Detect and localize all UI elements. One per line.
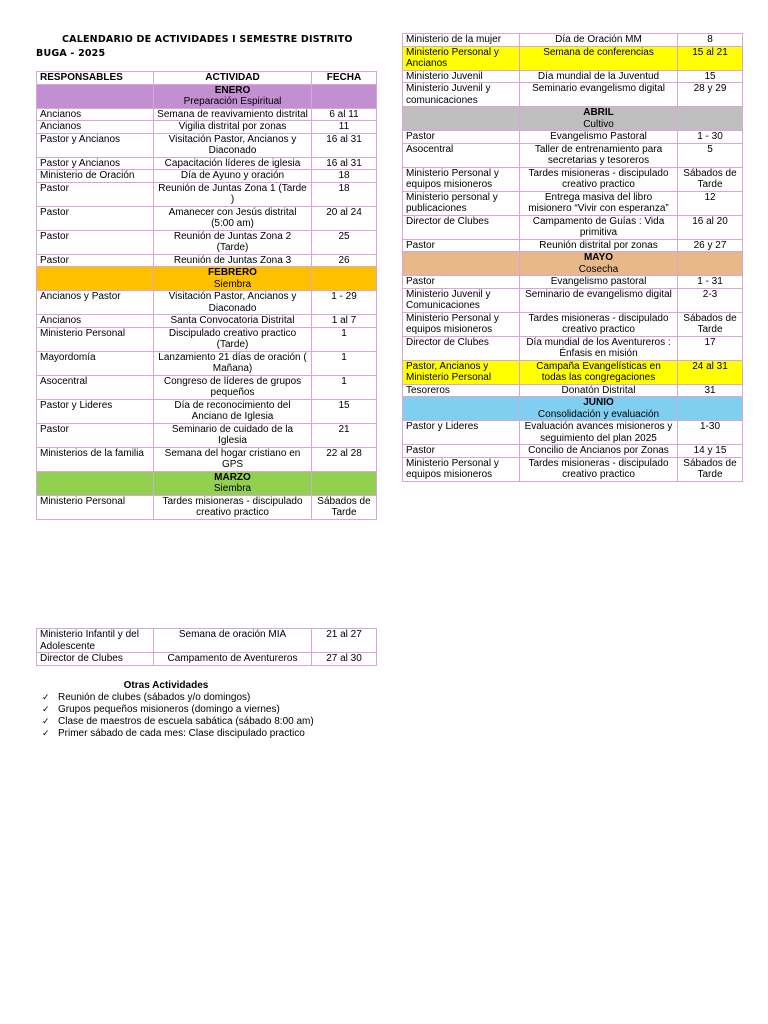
document-title bbox=[36, 33, 366, 61]
month-name: FEBRERO bbox=[208, 267, 257, 278]
fecha-cell: 16 al 20 bbox=[678, 215, 743, 239]
table-row bbox=[403, 312, 743, 336]
actividad-cell: Tardes misioneras - discipulado creativo practico bbox=[520, 167, 678, 191]
actividad-cell: Seminario de evangelismo digital bbox=[520, 288, 678, 312]
table-row bbox=[403, 445, 743, 458]
fecha-cell: 15 bbox=[678, 70, 743, 83]
table-row bbox=[403, 336, 743, 360]
month-row-marzo bbox=[37, 471, 377, 495]
fecha-cell: 21 bbox=[312, 423, 377, 447]
responsable-cell: Pastor bbox=[403, 131, 520, 144]
fecha-cell: Sábados de Tarde bbox=[678, 167, 743, 191]
table-row bbox=[37, 423, 377, 447]
table-row bbox=[37, 206, 377, 230]
responsable-cell: Asocentral bbox=[403, 143, 520, 167]
left-schedule-table-continued bbox=[36, 628, 377, 666]
month-label-cell bbox=[520, 397, 678, 421]
table-row bbox=[37, 351, 377, 375]
responsable-cell: Mayordomía bbox=[37, 351, 154, 375]
fecha-cell: 14 y 15 bbox=[678, 445, 743, 458]
actividad-cell: Seminario de cuidado de la Iglesia bbox=[154, 423, 312, 447]
month-name: ABRIL bbox=[583, 107, 614, 118]
actividad-cell: Día de Oración MM bbox=[520, 34, 678, 47]
responsable-cell: Ministerio Personal y equipos misioneros bbox=[403, 312, 520, 336]
list-item-text: Primer sábado de cada mes: Clase discipulado practico bbox=[58, 728, 305, 739]
fecha-cell: 21 al 27 bbox=[312, 629, 377, 653]
month-blank-cell bbox=[37, 267, 154, 291]
actividad-cell: Entrega masiva del libro misionero “Vivir con esperanza” bbox=[520, 191, 678, 215]
right-table-body bbox=[403, 34, 743, 482]
month-theme: Consolidación y evaluación bbox=[537, 408, 660, 420]
fecha-cell: 2-3 bbox=[678, 288, 743, 312]
list-item bbox=[42, 704, 396, 716]
month-theme: Siembra bbox=[213, 483, 252, 494]
actividad-cell: Campamento de Guías : Vida primitiva bbox=[520, 215, 678, 239]
header-actividad: ACTIVIDAD bbox=[154, 72, 312, 85]
month-theme: Siembra bbox=[213, 278, 252, 290]
month-theme: Cosecha bbox=[578, 263, 619, 275]
responsable-cell: Ministerio Personal y Ancianos bbox=[403, 46, 520, 70]
list-item-text: Reunión de clubes (sábados y/o domingos) bbox=[58, 692, 251, 703]
table-row bbox=[37, 653, 377, 666]
actividad-cell: Reunión de Juntas Zona 3 bbox=[154, 254, 312, 267]
fecha-cell: 28 y 29 bbox=[678, 83, 743, 107]
month-name: JUNIO bbox=[583, 397, 614, 408]
actividad-cell: Evangelismo Pastoral bbox=[520, 131, 678, 144]
actividad-cell: Congreso de líderes de grupos pequeños bbox=[154, 375, 312, 399]
table-row bbox=[37, 315, 377, 328]
checkmark-icon: ✓ bbox=[42, 705, 50, 715]
otras-title: Otras Actividades bbox=[123, 680, 209, 691]
responsable-cell: Ministerio Juvenil y comunicaciones bbox=[403, 83, 520, 107]
month-label-cell bbox=[520, 252, 678, 276]
title-line-1: CALENDARIO DE ACTIVIDADES I SEMESTRE DISTRITO bbox=[62, 34, 353, 45]
responsable-cell: Ministerios de la familia bbox=[37, 447, 154, 471]
header-fecha: FECHA bbox=[312, 72, 377, 85]
fecha-cell: 15 bbox=[312, 399, 377, 423]
responsable-cell: Ministerio Personal y equipos misioneros bbox=[403, 457, 520, 481]
month-blank-cell bbox=[678, 107, 743, 131]
responsable-cell: Pastor bbox=[37, 182, 154, 206]
month-name: ENERO bbox=[214, 84, 251, 96]
responsable-cell: Pastor bbox=[403, 276, 520, 289]
actividad-cell: Campamento de Aventureros bbox=[154, 653, 312, 666]
actividad-cell: Discipulado creativo practico (Tarde) bbox=[154, 327, 312, 351]
title-line-2: BUGA - 2025 bbox=[36, 48, 106, 59]
fecha-cell: 26 bbox=[312, 254, 377, 267]
actividad-cell: Evangelismo pastoral bbox=[520, 276, 678, 289]
table-row bbox=[37, 447, 377, 471]
month-blank-cell bbox=[678, 252, 743, 276]
fecha-cell: 16 al 31 bbox=[312, 133, 377, 157]
month-blank-cell bbox=[37, 471, 154, 495]
actividad-cell: Seminario evangelismo digital bbox=[520, 83, 678, 107]
left-table-body bbox=[37, 84, 377, 519]
fecha-cell: Sábados de Tarde bbox=[312, 495, 377, 519]
responsable-cell: Director de Clubes bbox=[403, 215, 520, 239]
checkmark-icon: ✓ bbox=[42, 717, 50, 727]
otras-list bbox=[36, 692, 396, 740]
fecha-cell: 31 bbox=[678, 384, 743, 397]
table-row bbox=[403, 70, 743, 83]
actividad-cell: Día de Ayuno y oración bbox=[154, 170, 312, 183]
actividad-cell: Reunión de Juntas Zona 1 (Tarde ) bbox=[154, 182, 312, 206]
fecha-cell: 8 bbox=[678, 34, 743, 47]
responsable-cell: Ministerio Personal bbox=[37, 327, 154, 351]
actividad-cell: Semana de reavivamiento distrital bbox=[154, 108, 312, 121]
actividad-cell: Visitación Pastor, Ancianos y Diaconado bbox=[154, 291, 312, 315]
table-row bbox=[37, 182, 377, 206]
fecha-cell: 22 al 28 bbox=[312, 447, 377, 471]
actividad-cell: Reunión distrital por zonas bbox=[520, 239, 678, 252]
fecha-cell: Sábados de Tarde bbox=[678, 312, 743, 336]
fecha-cell: 1-30 bbox=[678, 421, 743, 445]
fecha-cell: 12 bbox=[678, 191, 743, 215]
list-item bbox=[42, 716, 396, 728]
fecha-cell: 25 bbox=[312, 230, 377, 254]
fecha-cell: 26 y 27 bbox=[678, 239, 743, 252]
table-row bbox=[403, 131, 743, 144]
actividad-cell: Campaña Evangelísticas en todas las congregaciones bbox=[520, 360, 678, 384]
table-row bbox=[403, 457, 743, 481]
responsable-cell: Ministerio Juvenil bbox=[403, 70, 520, 83]
month-blank-cell bbox=[37, 84, 154, 108]
fecha-cell: 1 - 31 bbox=[678, 276, 743, 289]
table-row bbox=[403, 34, 743, 47]
responsable-cell: Pastor bbox=[403, 239, 520, 252]
responsable-cell: Ministerio de la mujer bbox=[403, 34, 520, 47]
actividad-cell: Tardes misioneras - discipulado creativo practico bbox=[154, 495, 312, 519]
month-blank-cell bbox=[678, 397, 743, 421]
responsable-cell: Pastor y Ancianos bbox=[37, 157, 154, 170]
table-row bbox=[37, 157, 377, 170]
month-label-cell bbox=[154, 267, 312, 291]
actividad-cell: Capacitación líderes de iglesia bbox=[154, 157, 312, 170]
table-row bbox=[37, 121, 377, 134]
table-row bbox=[403, 167, 743, 191]
responsable-cell: Ministerio Juvenil y Comunicaciones bbox=[403, 288, 520, 312]
table-row bbox=[37, 399, 377, 423]
actividad-cell: Taller de entrenamiento para secretarias y tesoreros bbox=[520, 143, 678, 167]
fecha-cell: 17 bbox=[678, 336, 743, 360]
header-row bbox=[37, 72, 377, 85]
month-label-cell bbox=[154, 84, 312, 108]
table-row bbox=[37, 254, 377, 267]
month-blank-cell bbox=[312, 84, 377, 108]
actividad-cell: Reunión de Juntas Zona 2 (Tarde) bbox=[154, 230, 312, 254]
month-name: MARZO bbox=[214, 471, 251, 483]
fecha-cell: Sábados de Tarde bbox=[678, 457, 743, 481]
fecha-cell: 27 al 30 bbox=[312, 653, 377, 666]
month-blank-cell bbox=[403, 252, 520, 276]
month-blank-cell bbox=[403, 107, 520, 131]
table-row bbox=[403, 384, 743, 397]
actividad-cell: Santa Convocatoria Distrital bbox=[154, 315, 312, 328]
month-row-junio bbox=[403, 397, 743, 421]
actividad-cell: Amanecer con Jesús distrital (5:00 am) bbox=[154, 206, 312, 230]
fecha-cell: 18 bbox=[312, 170, 377, 183]
responsable-cell: Asocentral bbox=[37, 375, 154, 399]
month-row-abril bbox=[403, 107, 743, 131]
responsable-cell: Ancianos bbox=[37, 108, 154, 121]
month-blank-cell bbox=[312, 471, 377, 495]
actividad-cell: Tardes misioneras - discipulado creativo practico bbox=[520, 457, 678, 481]
table-row bbox=[37, 170, 377, 183]
checkmark-icon: ✓ bbox=[42, 729, 50, 739]
table-row bbox=[403, 215, 743, 239]
checkmark-icon: ✓ bbox=[42, 693, 50, 703]
responsable-cell: Director de Clubes bbox=[37, 653, 154, 666]
actividad-cell: Donatón Distrital bbox=[520, 384, 678, 397]
month-label-cell bbox=[154, 471, 312, 495]
table-row bbox=[403, 83, 743, 107]
fecha-cell: 1 bbox=[312, 375, 377, 399]
responsable-cell: Ministerio personal y publicaciones bbox=[403, 191, 520, 215]
table-row bbox=[403, 288, 743, 312]
actividad-cell: Semana del hogar cristiano en GPS bbox=[154, 447, 312, 471]
table-row bbox=[37, 629, 377, 653]
fecha-cell: 20 al 24 bbox=[312, 206, 377, 230]
responsable-cell: Director de Clubes bbox=[403, 336, 520, 360]
table-row bbox=[403, 143, 743, 167]
table-row bbox=[403, 239, 743, 252]
fecha-cell: 24 al 31 bbox=[678, 360, 743, 384]
responsable-cell: Ministerio de Oración bbox=[37, 170, 154, 183]
table-row bbox=[403, 46, 743, 70]
actividad-cell: Visitación Pastor, Ancianos y Diaconado bbox=[154, 133, 312, 157]
responsable-cell: Pastor y Lideres bbox=[403, 421, 520, 445]
list-item-text: Clase de maestros de escuela sabática (sábado 8:00 am) bbox=[58, 716, 314, 727]
fecha-cell: 6 al 11 bbox=[312, 108, 377, 121]
fecha-cell: 1 - 30 bbox=[678, 131, 743, 144]
header-responsables: RESPONSABLES bbox=[37, 72, 154, 85]
table-row bbox=[37, 230, 377, 254]
month-label-cell bbox=[520, 107, 678, 131]
responsable-cell: Ministerio Personal y equipos misioneros bbox=[403, 167, 520, 191]
list-item bbox=[42, 728, 396, 740]
fecha-cell: 11 bbox=[312, 121, 377, 134]
month-row-febrero bbox=[37, 267, 377, 291]
table-row bbox=[37, 375, 377, 399]
responsable-cell: Pastor y Lideres bbox=[37, 399, 154, 423]
responsable-cell: Pastor bbox=[403, 445, 520, 458]
month-row-mayo bbox=[403, 252, 743, 276]
right-schedule-table bbox=[402, 33, 743, 482]
responsable-cell: Ministerio Personal bbox=[37, 495, 154, 519]
left-schedule-table bbox=[36, 71, 377, 520]
list-item bbox=[42, 692, 396, 704]
actividad-cell: Semana de conferencias bbox=[520, 46, 678, 70]
table-row bbox=[403, 191, 743, 215]
actividad-cell: Semana de oración MIA bbox=[154, 629, 312, 653]
responsable-cell: Ancianos bbox=[37, 121, 154, 134]
responsable-cell: Pastor bbox=[37, 423, 154, 447]
fecha-cell: 1 bbox=[312, 327, 377, 351]
month-blank-cell bbox=[312, 267, 377, 291]
fecha-cell: 15 al 21 bbox=[678, 46, 743, 70]
responsable-cell: Pastor bbox=[37, 206, 154, 230]
otras-actividades bbox=[36, 680, 396, 740]
table-row bbox=[37, 495, 377, 519]
table-row bbox=[403, 421, 743, 445]
table-row bbox=[403, 276, 743, 289]
table-row bbox=[37, 108, 377, 121]
fecha-cell: 1 bbox=[312, 351, 377, 375]
table-row bbox=[37, 327, 377, 351]
table-row bbox=[403, 360, 743, 384]
left-continued-body bbox=[37, 629, 377, 666]
fecha-cell: 5 bbox=[678, 143, 743, 167]
actividad-cell: Día mundial de la Juventud bbox=[520, 70, 678, 83]
responsable-cell: Ancianos bbox=[37, 315, 154, 328]
month-name: MAYO bbox=[583, 252, 614, 263]
actividad-cell: Evaluación avances misioneros y seguimiento del plan 2025 bbox=[520, 421, 678, 445]
actividad-cell: Día de reconocimiento del Anciano de Iglesia bbox=[154, 399, 312, 423]
responsable-cell: Pastor bbox=[37, 254, 154, 267]
responsable-cell: Ancianos y Pastor bbox=[37, 291, 154, 315]
responsable-cell: Pastor, Ancianos y Ministerio Personal bbox=[403, 360, 520, 384]
table-row bbox=[37, 291, 377, 315]
actividad-cell: Vigilia distrital por zonas bbox=[154, 121, 312, 134]
responsable-cell: Tesoreros bbox=[403, 384, 520, 397]
fecha-cell: 1 - 29 bbox=[312, 291, 377, 315]
month-theme: Preparación Espiritual bbox=[183, 96, 282, 107]
fecha-cell: 1 al 7 bbox=[312, 315, 377, 328]
table-row bbox=[37, 133, 377, 157]
actividad-cell: Día mundial de los Aventureros : Énfasis en misión bbox=[520, 336, 678, 360]
actividad-cell: Tardes misioneras - discipulado creativo practico bbox=[520, 312, 678, 336]
responsable-cell: Pastor bbox=[37, 230, 154, 254]
fecha-cell: 18 bbox=[312, 182, 377, 206]
list-item-text: Grupos pequeños misioneros (domingo a viernes) bbox=[58, 704, 280, 715]
responsable-cell: Pastor y Ancianos bbox=[37, 133, 154, 157]
month-row-enero bbox=[37, 84, 377, 108]
month-theme: Cultivo bbox=[583, 118, 614, 130]
actividad-cell: Concilio de Ancianos por Zonas bbox=[520, 445, 678, 458]
actividad-cell: Lanzamiento 21 días de oración ( Mañana) bbox=[154, 351, 312, 375]
fecha-cell: 16 al 31 bbox=[312, 157, 377, 170]
responsable-cell: Ministerio Infantil y del Adolescente bbox=[37, 629, 154, 653]
month-blank-cell bbox=[403, 397, 520, 421]
